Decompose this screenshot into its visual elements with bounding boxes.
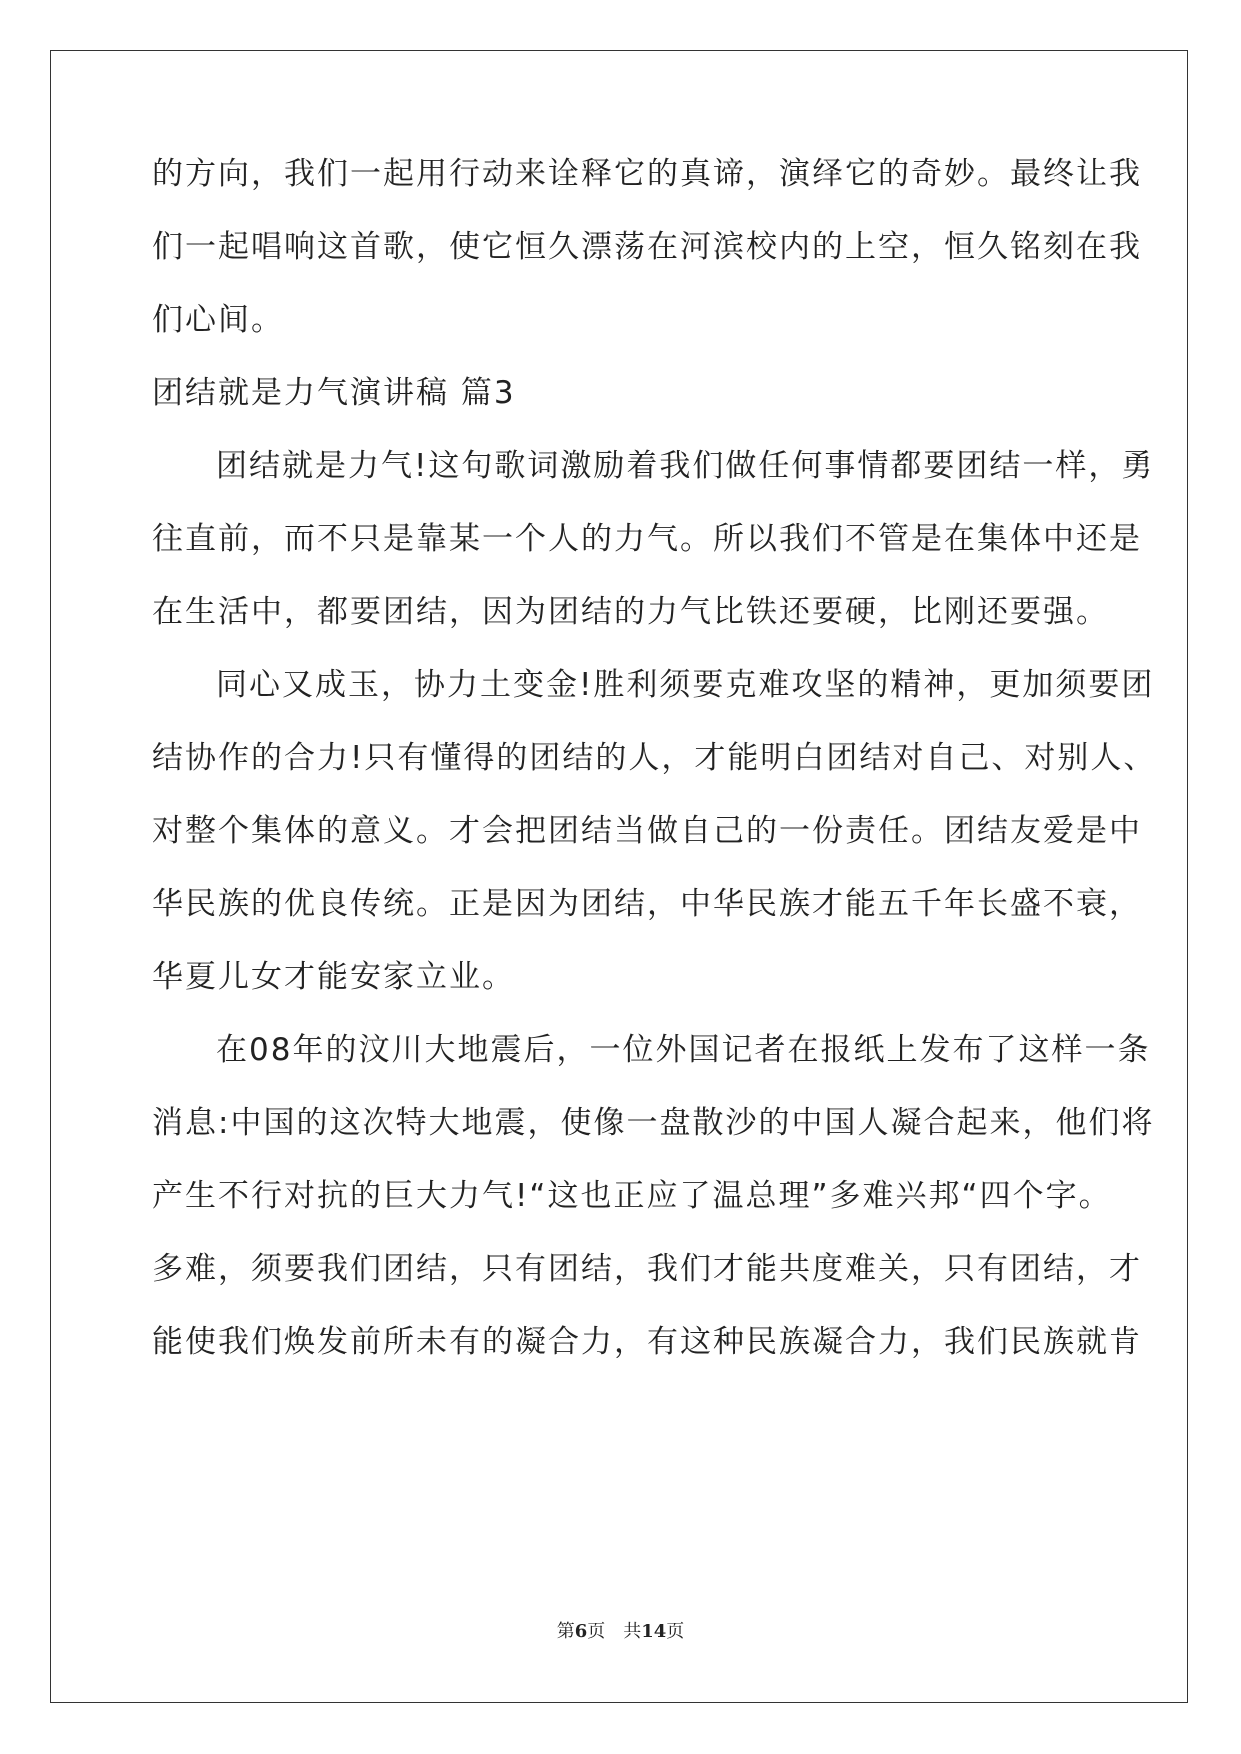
paragraph-2-line-5: 华夏儿女才能安家立业。 [152, 959, 515, 995]
paragraph-1-line-3: 在生活中，都要团结，因为团结的力气比铁还要硬，比刚还要强。 [152, 594, 1109, 630]
paragraph-2-line-4: 华民族的优良传统。正是因为团结，中华民族才能五千年长盛不衰， [152, 886, 1142, 922]
footer-total-pages: 14 [641, 1621, 667, 1642]
footer-page-number: 6 [574, 1621, 588, 1642]
page-footer [0, 1617, 1241, 1643]
footer-page-suffix: 页 [587, 1621, 606, 1642]
paragraph-3-line-4: 多难，须要我们团结，只有团结，我们才能共度难关，只有团结，才 [152, 1251, 1142, 1287]
text-line-2: 们一起唱响这首歌，使它恒久漂荡在河滨校内的上空，恒久铭刻在我 [152, 229, 1142, 265]
paragraph-3-line-3: 产生不行对抗的巨大力气!“这也正应了温总理”多难兴邦“四个字。 [152, 1178, 1112, 1214]
paragraph-2-line-1: 同心又成玉，协力土变金!胜利须要克难攻坚的精神，更加须要团 [216, 667, 1155, 703]
footer-total-suffix: 页 [666, 1621, 685, 1642]
text-line-3: 们心间。 [152, 302, 284, 338]
paragraph-3-line-1: 在08年的汶川大地震后，一位外国记者在报纸上发布了这样一条 [216, 1032, 1151, 1068]
text-line-1: 的方向，我们一起用行动来诠释它的真谛，演绎它的奇妙。最终让我 [152, 156, 1142, 192]
paragraph-2-line-3: 对整个集体的意义。才会把团结当做自己的一份责任。团结友爱是中 [152, 813, 1142, 849]
page-border [50, 50, 1188, 1703]
footer-prefix: 第 [556, 1621, 575, 1642]
section-heading: 团结就是力气演讲稿 篇3 [152, 375, 516, 411]
footer-total-prefix: 共 [623, 1621, 642, 1642]
paragraph-1-line-1: 团结就是力气!这句歌词激励着我们做任何事情都要团结一样，勇 [216, 448, 1155, 484]
paragraph-3-line-2: 消息:中国的这次特大地震，使像一盘散沙的中国人凝合起来，他们将 [152, 1105, 1155, 1141]
paragraph-3-line-5: 能使我们焕发前所未有的凝合力，有这种民族凝合力，我们民族就肯 [152, 1324, 1142, 1360]
paragraph-2-line-2: 结协作的合力!只有懂得的团结的人，才能明白团结对自己、对别人、 [152, 740, 1157, 776]
paragraph-1-line-2: 往直前，而不只是靠某一个人的力气。所以我们不管是在集体中还是 [152, 521, 1142, 557]
